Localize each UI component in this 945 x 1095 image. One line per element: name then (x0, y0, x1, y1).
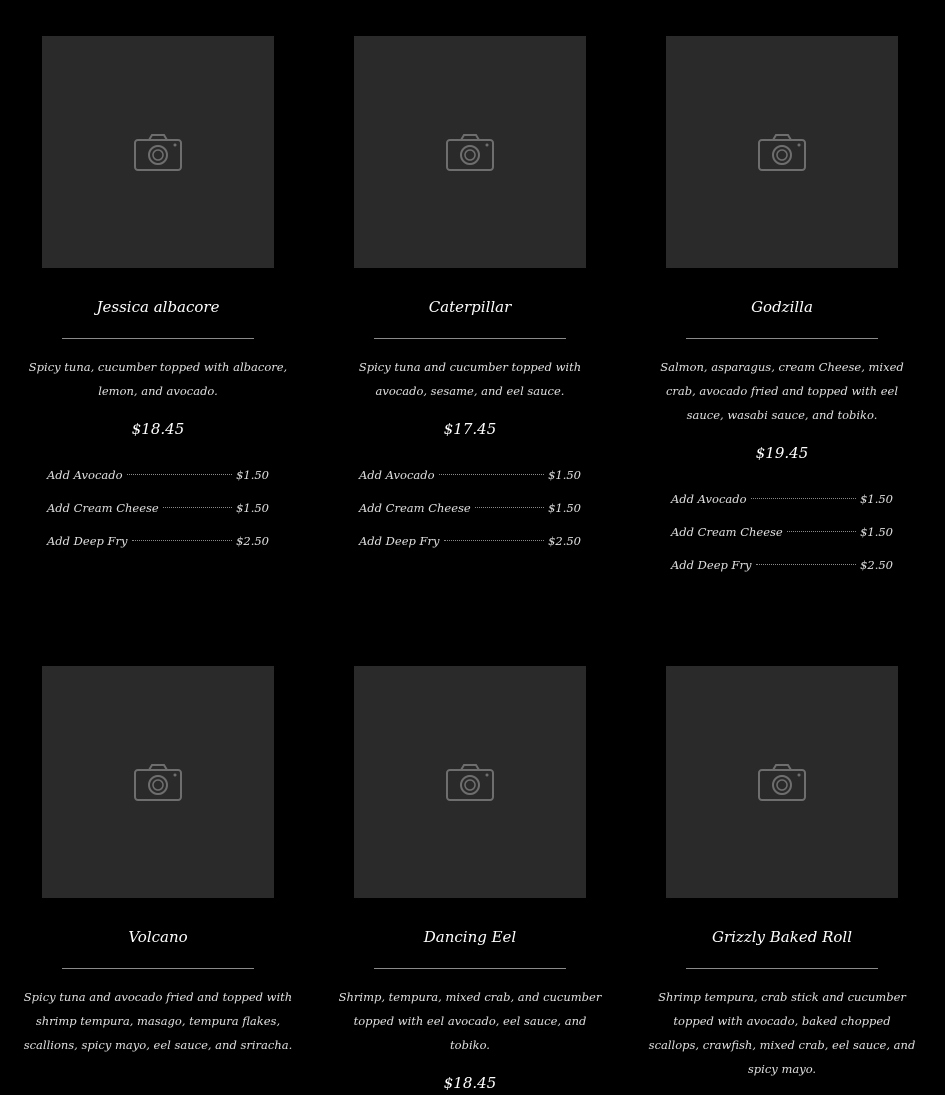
addon-list (359, 459, 581, 558)
addon-price: $1.50 (236, 501, 269, 515)
addon-row[interactable] (671, 549, 893, 582)
addon-label: Add Avocado (47, 468, 123, 482)
item-description: Salmon, asparagus, cream Cheese, mixed crab, avocado fried and topped with eel sauce, wasabi sauce, and tobiko. (660, 360, 904, 422)
menu-item-card[interactable] (642, 36, 922, 582)
camera-icon (445, 132, 495, 172)
divider (686, 968, 878, 969)
item-title: Godzilla (751, 298, 813, 316)
leader-dots (132, 540, 233, 541)
divider (62, 338, 254, 339)
addon-row[interactable] (671, 516, 893, 549)
menu-item-card[interactable] (330, 666, 610, 1095)
addon-row[interactable] (47, 459, 269, 492)
leader-dots (756, 564, 857, 565)
addon-label: Add Cream Cheese (47, 501, 159, 515)
menu-item-card[interactable] (642, 666, 922, 1081)
item-description: Spicy tuna and cucumber topped with avocado, sesame, and eel sauce. (358, 360, 582, 398)
camera-icon (757, 762, 807, 802)
item-description: Spicy tuna, cucumber topped with albacore, lemon, and avocado. (28, 360, 288, 398)
leader-dots (163, 507, 232, 508)
item-price: $19.45 (755, 444, 809, 462)
addon-label: Add Deep Fry (47, 534, 128, 548)
divider (62, 968, 254, 969)
item-photo-placeholder[interactable] (42, 36, 274, 268)
addon-row[interactable] (359, 459, 581, 492)
addon-row[interactable] (359, 525, 581, 558)
camera-icon (133, 762, 183, 802)
item-title: Volcano (128, 928, 188, 946)
addon-list (47, 459, 269, 558)
addon-price: $2.50 (236, 534, 269, 548)
leader-dots (751, 498, 857, 499)
addon-label: Add Cream Cheese (671, 525, 783, 539)
divider (686, 338, 878, 339)
addon-price: $1.50 (860, 525, 893, 539)
addon-row[interactable] (47, 525, 269, 558)
leader-dots (444, 540, 545, 541)
addon-price: $2.50 (548, 534, 581, 548)
leader-dots (475, 507, 544, 508)
addon-price: $1.50 (860, 492, 893, 506)
item-title: Dancing Eel (423, 928, 517, 946)
item-title: Caterpillar (428, 298, 512, 316)
item-photo-placeholder[interactable] (42, 666, 274, 898)
divider (374, 968, 566, 969)
item-description: Shrimp tempura, crab stick and cucumber topped with avocado, baked chopped scallops, crawfish, mixed crab, eel sauce, and spicy mayo. (648, 990, 916, 1076)
camera-icon (133, 132, 183, 172)
addon-row[interactable] (47, 492, 269, 525)
item-description: Shrimp, tempura, mixed crab, and cucumber topped with eel avocado, eel sauce, and tobiko. (338, 990, 602, 1052)
divider (374, 338, 566, 339)
leader-dots (127, 474, 233, 475)
addon-list (671, 483, 893, 582)
item-price: $17.45 (443, 420, 497, 438)
menu-item-card[interactable] (18, 36, 298, 558)
menu-item-card[interactable] (18, 666, 298, 1057)
item-photo-placeholder[interactable] (666, 36, 898, 268)
addon-price: $1.50 (548, 468, 581, 482)
camera-icon (445, 762, 495, 802)
addon-row[interactable] (671, 483, 893, 516)
addon-row[interactable] (359, 492, 581, 525)
leader-dots (439, 474, 545, 475)
item-title: Grizzly Baked Roll (711, 928, 853, 946)
addon-label: Add Cream Cheese (359, 501, 471, 515)
item-price: $18.45 (443, 1074, 497, 1092)
camera-icon (757, 132, 807, 172)
addon-price: $1.50 (548, 501, 581, 515)
item-photo-placeholder[interactable] (354, 36, 586, 268)
menu-item-card[interactable] (330, 36, 610, 558)
item-description: Spicy tuna and avocado fried and topped with shrimp tempura, masago, tempura flakes, scallions, spicy mayo, eel sauce, and sriracha. (23, 990, 293, 1052)
addon-price: $1.50 (236, 468, 269, 482)
item-title: Jessica albacore (96, 298, 220, 316)
addon-price: $2.50 (860, 558, 893, 572)
item-price: $18.45 (131, 420, 185, 438)
item-photo-placeholder[interactable] (666, 666, 898, 898)
leader-dots (787, 531, 856, 532)
item-photo-placeholder[interactable] (354, 666, 586, 898)
addon-label: Add Avocado (359, 468, 435, 482)
addon-label: Add Avocado (671, 492, 747, 506)
addon-label: Add Deep Fry (671, 558, 752, 572)
addon-label: Add Deep Fry (359, 534, 440, 548)
